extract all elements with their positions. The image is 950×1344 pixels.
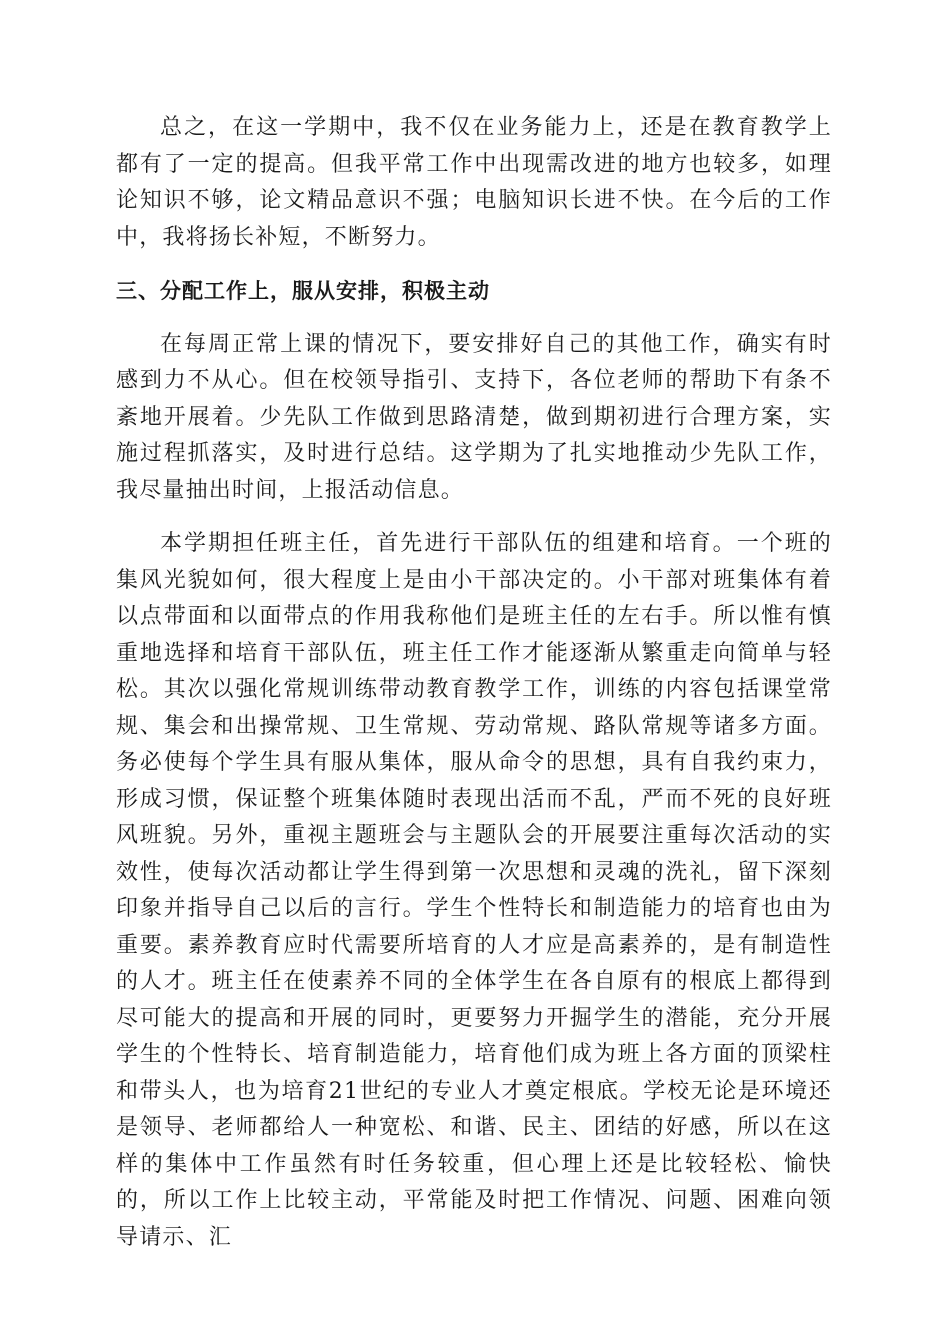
paragraph-summary: 总之，在这一学期中，我不仅在业务能力上，还是在教育教学上都有了一定的提高。但我平常工作中出现需改进的地方也较多，如理论知识不够，论文精品意识不强；电脑知识长进不快。在今后的工作中，我将扬长补短，不断努力。 (116, 115, 832, 250)
paragraph-class-teacher: 本学期担任班主任，首先进行干部队伍的组建和培育。一个班的集风光貌如何，很大程度上是由小干部决定的。小干部对班集体有着以点带面和以面带点的作用我称他们是班主任的左右手。所以惟有慎重地选择和培育干部队伍，班主任工作才能逐渐从繁重走向简单与轻松。其次以强化常规训练带动教育教学工作，训练的内容包括课堂常规、集会和出操常规、卫生常规、劳动常规、路队常规等诸多方面。务必使每个学生具有服从集体，服从命令的思想，具有自我约束力，形成习惯，保证整个班集体随时表现出活而不乱，严而不死的良好班风班貌。另外，重视主题班会与主题队会的开展要注重每次活动的实效性，使每次活动都让学生得到第一次思想和灵魂的洗礼，留下深刻印象并指导自己以后的言行。学生个性特长和制造能力的培育也由为重要。素养教育应时代需要所培育的人才应是高素养的，是有制造性的人才。班主任在使素养不同的全体学生在各自原有的根底上都得到尽可能大的提高和开展的同时，更要努力开掘学生的潜能，充分开展学生的个性特长、培育制造能力，培育他们成为班上各方面的顶梁柱和带头人，也为培育21世纪的专业人才奠定根底。学校无论是环境还是领导、老师都给人一种宽松、和谐、民主、团结的好感，所以在这样的集体中工作虽然有时任务较重，但心理上还是比较轻松、愉快的，所以工作上比较主动，平常能及时把工作情况、问题、困难向领导请示、汇 (116, 531, 832, 1250)
document-body (116, 110, 832, 1273)
paragraph-young-pioneers: 在每周正常上课的情况下，要安排好自己的其他工作，确实有时感到力不从心。但在校领导指引、支持下，各位老师的帮助下有条不紊地开展着。少先队工作做到思路清楚，做到期初进行合理方案，实施过程抓落实，及时进行总结。这学期为了扎实地推动少先队工作，我尽量抽出时间，上报活动信息。 (116, 331, 832, 503)
section-heading-3: 三、分配工作上，服从安排，积极主动 (116, 279, 490, 303)
